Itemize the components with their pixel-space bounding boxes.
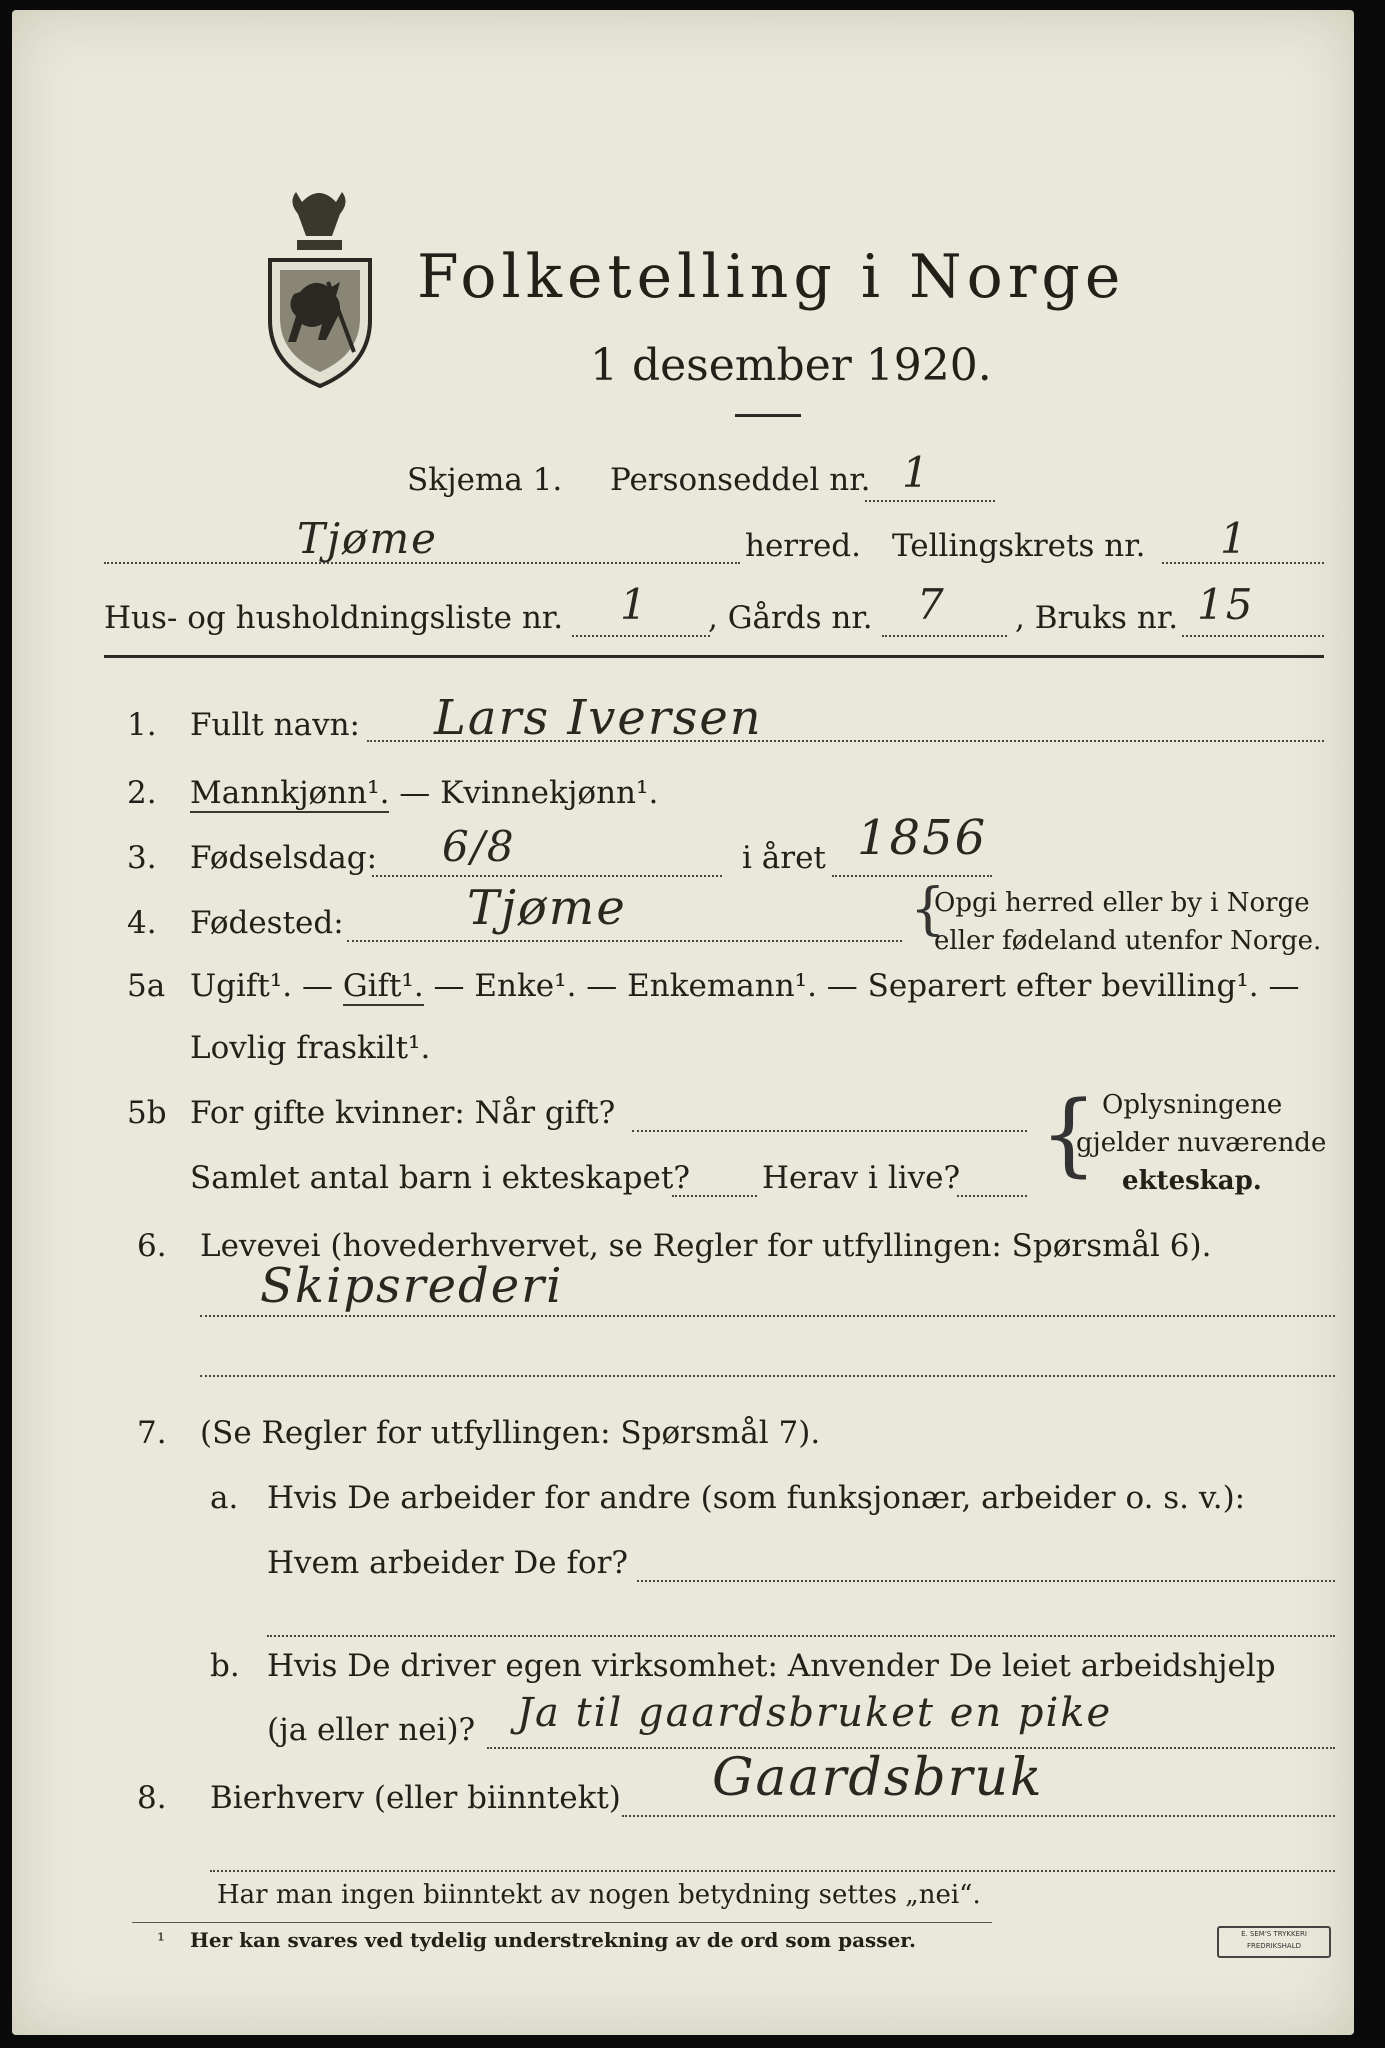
census-date: 1 desember 1920. bbox=[590, 340, 992, 391]
option-other-statuses[interactable]: — Enke¹. — Enkemann¹. — Separert efter bevilling¹. — bbox=[423, 968, 1300, 1004]
q7b-letter: b. bbox=[210, 1648, 240, 1684]
full-name-value[interactable]: Lars Iversen bbox=[434, 690, 763, 746]
q6-number: 6. bbox=[137, 1228, 167, 1264]
option-unmarried[interactable]: Ugift¹. — bbox=[190, 968, 333, 1004]
footnote-text: Her kan svares ved tydelig understrekning av de ord som passer. bbox=[190, 1928, 916, 1952]
q5b-number: 5b bbox=[127, 1095, 167, 1131]
q7a-question: Hvis De arbeider for andre (som funksjonær, arbeider o. s. v.): bbox=[267, 1480, 1246, 1516]
q7a-letter: a. bbox=[210, 1480, 239, 1516]
q8-number: 8. bbox=[137, 1780, 167, 1816]
hired-help-value[interactable]: Ja til gaardsbruket en pike bbox=[517, 1690, 1113, 1736]
birthplace-note-2: eller fødeland utenfor Norge. bbox=[934, 926, 1322, 956]
birthday-value[interactable]: 6/8 bbox=[442, 822, 516, 871]
birth-year-value[interactable]: 1856 bbox=[857, 810, 988, 866]
gards-label: , Gårds nr. bbox=[708, 600, 873, 636]
bruks-label: , Bruks nr. bbox=[1015, 600, 1179, 636]
option-married[interactable]: Gift¹. bbox=[342, 968, 424, 1004]
hired-help-label: (ja eller nei)? bbox=[267, 1712, 476, 1748]
marital-status-options bbox=[190, 968, 1299, 1004]
marriage-note-1: Oplysningene bbox=[1102, 1090, 1283, 1120]
schema-label: Skjema 1. bbox=[407, 462, 563, 498]
q5a-number: 5a bbox=[127, 968, 166, 1004]
q3-number: 3. bbox=[127, 840, 157, 876]
q1-number: 1. bbox=[127, 707, 157, 743]
sex-options: Mannkjønn¹. — Kvinnekjønn¹. bbox=[190, 775, 659, 811]
full-name-label: Fullt navn: bbox=[190, 707, 360, 743]
title-divider bbox=[735, 414, 801, 417]
occupation-label: Levevei (hovederhvervet, se Regler for utfyllingen: Spørsmål 6). bbox=[200, 1228, 1212, 1264]
household-list-label: Hus- og husholdningsliste nr. bbox=[104, 600, 564, 636]
personseddel-label: Personseddel nr. bbox=[610, 462, 871, 498]
section-divider bbox=[104, 655, 1324, 658]
census-form: Folketelling i Norge 1 desember 1920. Skjema 1. Personseddel nr. 1 Tjøme herred. Tellingskrets nr. 1 Hus- og husholdningsliste nr. 1 , Gårds nr. 7 , Bruks nr. 15 1. Fullt navn: Lars Iversen 2. Mannkjønn¹. — Kvinnekjønn¹. 3. Fødselsdag: 6/8 i året 1856 4. Fødested: Tjøme { Opgi herred eller by i Norge eller fødeland utenfor Norge. 5a Ugift¹. — Gift¹. — Enke¹. — Enkemann¹. — Separert efter bevilling¹. — Lovlig fraskilt¹. 5b For gifte kvinner: Når gift? Samlet antal barn i ekteskapet? Herav i live? { Oplysningene gjelder nuværende ekteskap. 6. Levevei (hovederhvervet, se Regler for utfyllingen: Spørsmål 6). Skipsrederi 7. (Se Regler for utfyllingen: Spørsmål 7). a. Hvis De arbeider for andre (som funksjonær, arbeider o. s. v.): Hvem arbeider De for? b. Hvis De driver egen virksomhet: Anvender De leiet arbeidshjelp (ja eller nei)? Ja til gaardsbruket en pike 8. Bierhverv (eller biinntekt) Gaardsbruk Har man ingen biinntekt av nogen betydning settes „nei“. ¹ Her kan svares ved tydelig understrekning av de ord som passer. E. SEM'S TRYKKERI FREDRIKSHALD bbox=[12, 10, 1354, 2035]
side-occupation-label: Bierhverv (eller biinntekt) bbox=[210, 1780, 621, 1816]
household-list-value[interactable]: 1 bbox=[620, 580, 649, 629]
form-title: Folketelling i Norge bbox=[417, 242, 1126, 312]
coat-of-arms-icon bbox=[262, 182, 377, 392]
bruks-value[interactable]: 15 bbox=[1197, 580, 1255, 629]
married-when-label: For gifte kvinner: Når gift? bbox=[190, 1095, 616, 1131]
footer-note: Har man ingen biinntekt av nogen betydning settes „nei“. bbox=[217, 1880, 981, 1910]
birthday-label: Fødselsdag: bbox=[190, 840, 378, 876]
option-male[interactable]: Mannkjønn¹. bbox=[190, 775, 390, 811]
children-count-label: Samlet antal barn i ekteskapet? bbox=[190, 1160, 690, 1196]
q7b-question: Hvis De driver egen virksomhet: Anvender De leiet arbeidshjelp bbox=[267, 1648, 1276, 1684]
herred-value[interactable]: Tjøme bbox=[297, 514, 439, 563]
printer-stamp: E. SEM'S TRYKKERI FREDRIKSHALD bbox=[1217, 1926, 1331, 1958]
employer-label: Hvem arbeider De for? bbox=[267, 1545, 629, 1581]
q7-number: 7. bbox=[137, 1415, 167, 1451]
year-label: i året bbox=[742, 840, 826, 876]
q7-label: (Se Regler for utfyllingen: Spørsmål 7). bbox=[200, 1415, 821, 1451]
gards-value[interactable]: 7 bbox=[917, 580, 946, 629]
option-divorced[interactable]: Lovlig fraskilt¹. bbox=[190, 1030, 431, 1066]
personseddel-value[interactable]: 1 bbox=[902, 448, 931, 497]
birthplace-value[interactable]: Tjøme bbox=[467, 880, 627, 936]
birthplace-note-1: Opgi herred eller by i Norge bbox=[934, 888, 1310, 918]
footnote-mark: ¹ bbox=[157, 1928, 166, 1952]
marriage-note-2: gjelder nuværende bbox=[1076, 1128, 1327, 1158]
birthplace-label: Fødested: bbox=[190, 905, 344, 941]
tellingskrets-value[interactable]: 1 bbox=[1220, 514, 1249, 563]
children-alive-label: Herav i live? bbox=[762, 1160, 961, 1196]
side-occupation-value[interactable]: Gaardsbruk bbox=[712, 1748, 1044, 1808]
tellingskrets-label: Tellingskrets nr. bbox=[892, 528, 1146, 564]
marriage-note-3: ekteskap. bbox=[1122, 1166, 1262, 1196]
occupation-value[interactable]: Skipsrederi bbox=[260, 1258, 564, 1314]
q2-number: 2. bbox=[127, 775, 157, 811]
q4-number: 4. bbox=[127, 905, 157, 941]
herred-label: herred. bbox=[745, 528, 861, 564]
footnote-divider bbox=[132, 1922, 992, 1923]
option-female[interactable]: Kvinnekjønn¹. bbox=[440, 775, 659, 811]
